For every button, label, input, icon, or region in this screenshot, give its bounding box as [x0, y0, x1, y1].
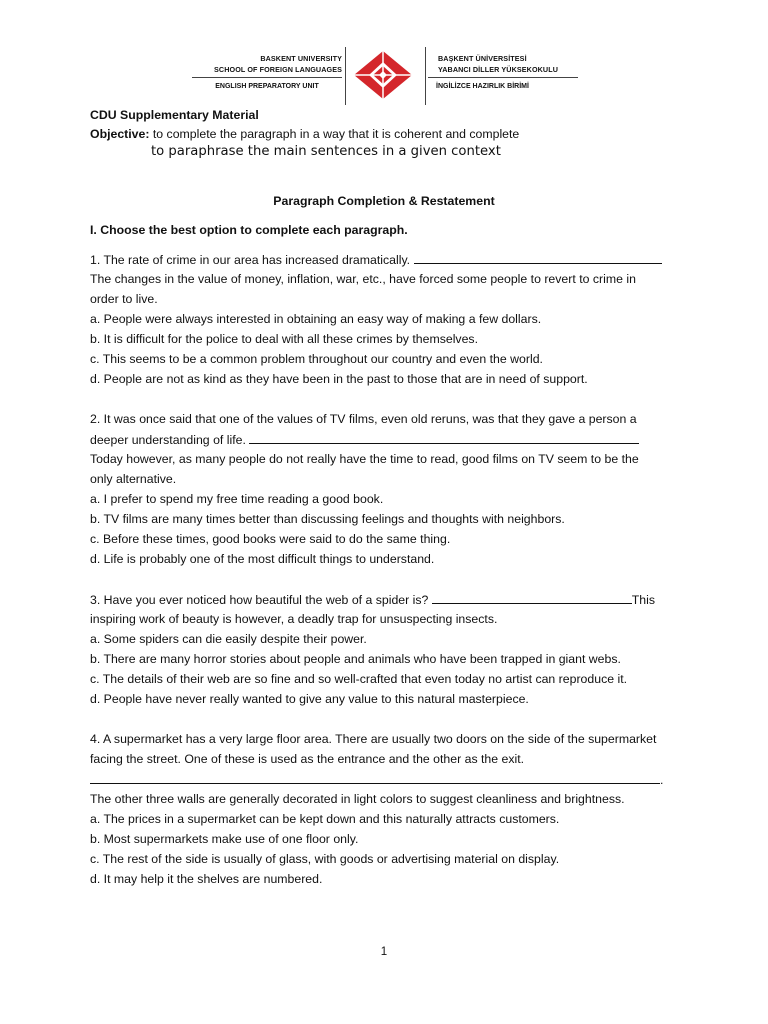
q3-line2: inspiring work of beauty is however, a deadly trap for unsuspecting insects.: [90, 612, 498, 626]
header-right-line3: İNGİLİZCE HAZIRLIK BİRİMİ: [436, 83, 529, 90]
q2-line2: [90, 431, 639, 448]
q2-option-c[interactable]: c. Before these times, good books were said to do the same thing.: [90, 532, 451, 546]
q1-stem-text: 1. The rate of crime in our area has increased dramatically.: [90, 253, 414, 267]
q1-option-b[interactable]: b. It is difficult for the police to deal with all these crimes by themselves.: [90, 332, 478, 346]
q1-blank[interactable]: [414, 251, 662, 264]
q3-stem-text: 3. Have you ever noticed how beautiful the web of a spider is?: [90, 593, 432, 607]
header-left-vertical-rule: [345, 47, 346, 105]
header-left-text: [192, 53, 342, 75]
q2-option-a[interactable]: a. I prefer to spend my free time reading a good book.: [90, 492, 384, 506]
q2-stem: 2. It was once said that one of the values of TV films, even old reruns, was that they gave a person a: [90, 412, 637, 426]
objective-text: to complete the paragraph in a way that it is coherent and complete: [149, 127, 520, 141]
q2-line4: only alternative.: [90, 472, 177, 486]
q2-option-d[interactable]: d. Life is probably one of the most difficult things to understand.: [90, 552, 435, 566]
section-title: Paragraph Completion & Restatement: [273, 194, 495, 208]
q1-stem: [90, 251, 662, 268]
q3-stem: [90, 591, 655, 608]
q1-option-a[interactable]: a. People were always interested in obtaining an easy way of making a few dollars.: [90, 312, 542, 326]
header-left-line1: BASKENT UNIVERSITY: [260, 54, 342, 63]
q4-option-d[interactable]: d. It may help it the shelves are numbered.: [90, 872, 323, 886]
q3-stem-end: This: [631, 593, 656, 607]
q4-blank-end: .: [660, 773, 664, 787]
objective-subtext: to paraphrase the main sentences in a given context: [151, 144, 501, 159]
q4-stem: 4. A supermarket has a very large floor area. There are usually two doors on the side of the supermarket: [90, 732, 657, 746]
q2-line2-text: deeper understanding of life.: [90, 433, 250, 447]
header-left-line3: ENGLISH PREPARATORY UNIT: [215, 83, 319, 90]
q4-line4: The other three walls are generally decorated in light colors to suggest cleanliness and brightness.: [90, 792, 625, 806]
q4-blank-line: [90, 771, 663, 788]
university-header: [192, 47, 578, 105]
q4-option-b[interactable]: b. Most supermarkets make use of one floor only.: [90, 832, 359, 846]
q4-option-a[interactable]: a. The prices in a supermarket can be kept down and this naturally attracts customers.: [90, 812, 560, 826]
q2-option-b[interactable]: b. TV films are many times better than discussing feelings and thoughts with neighbors.: [90, 512, 565, 526]
q2-blank[interactable]: [249, 431, 639, 444]
header-right-text: [438, 53, 588, 75]
header-left-line2: SCHOOL OF FOREIGN LANGUAGES: [214, 65, 342, 74]
q1-option-c[interactable]: c. This seems to be a common problem throughout our country and even the world.: [90, 352, 543, 366]
q3-option-b[interactable]: b. There are many horror stories about people and animals who have been trapped in giant webs.: [90, 652, 621, 666]
page-number: 1: [380, 946, 388, 958]
objective-label: Objective:: [90, 127, 150, 141]
q1-option-d[interactable]: d. People are not as kind as they have been in the past to those that are in need of support.: [90, 372, 588, 386]
q1-line2: The changes in the value of money, inflation, war, etc., have forced some people to revert to crime in: [90, 272, 636, 286]
header-left-divider: [192, 77, 342, 78]
material-title: CDU Supplementary Material: [90, 108, 259, 122]
header-right-line2: YABANCI DİLLER YÜKSEKOKULU: [438, 65, 559, 74]
q3-option-d[interactable]: d. People have never really wanted to give any value to this natural masterpiece.: [90, 692, 529, 706]
objective-line: [90, 126, 519, 142]
q3-option-a[interactable]: a. Some spiders can die easily despite their power.: [90, 632, 367, 646]
q3-option-c[interactable]: c. The details of their web are so fine and so well-crafted that even today no artist can reproduce it.: [90, 672, 628, 686]
instruction: I. Choose the best option to complete each paragraph.: [90, 223, 408, 237]
q2-line3: Today however, as many people do not really have the time to read, good films on TV seem to be the: [90, 452, 639, 466]
q3-blank[interactable]: [432, 591, 632, 604]
q4-line2: facing the street. One of these is used as the entrance and the other as the exit.: [90, 752, 525, 766]
header-right-line1: BAŞKENT ÜNİVERSİTESİ: [438, 54, 527, 63]
q4-option-c[interactable]: c. The rest of the side is usually of glass, with goods or advertising material on display.: [90, 852, 560, 866]
q4-blank[interactable]: [90, 771, 660, 784]
header-right-vertical-rule: [425, 47, 426, 105]
university-logo-icon: [353, 50, 413, 100]
q1-line3: order to live.: [90, 292, 158, 306]
header-right-divider: [428, 77, 578, 78]
